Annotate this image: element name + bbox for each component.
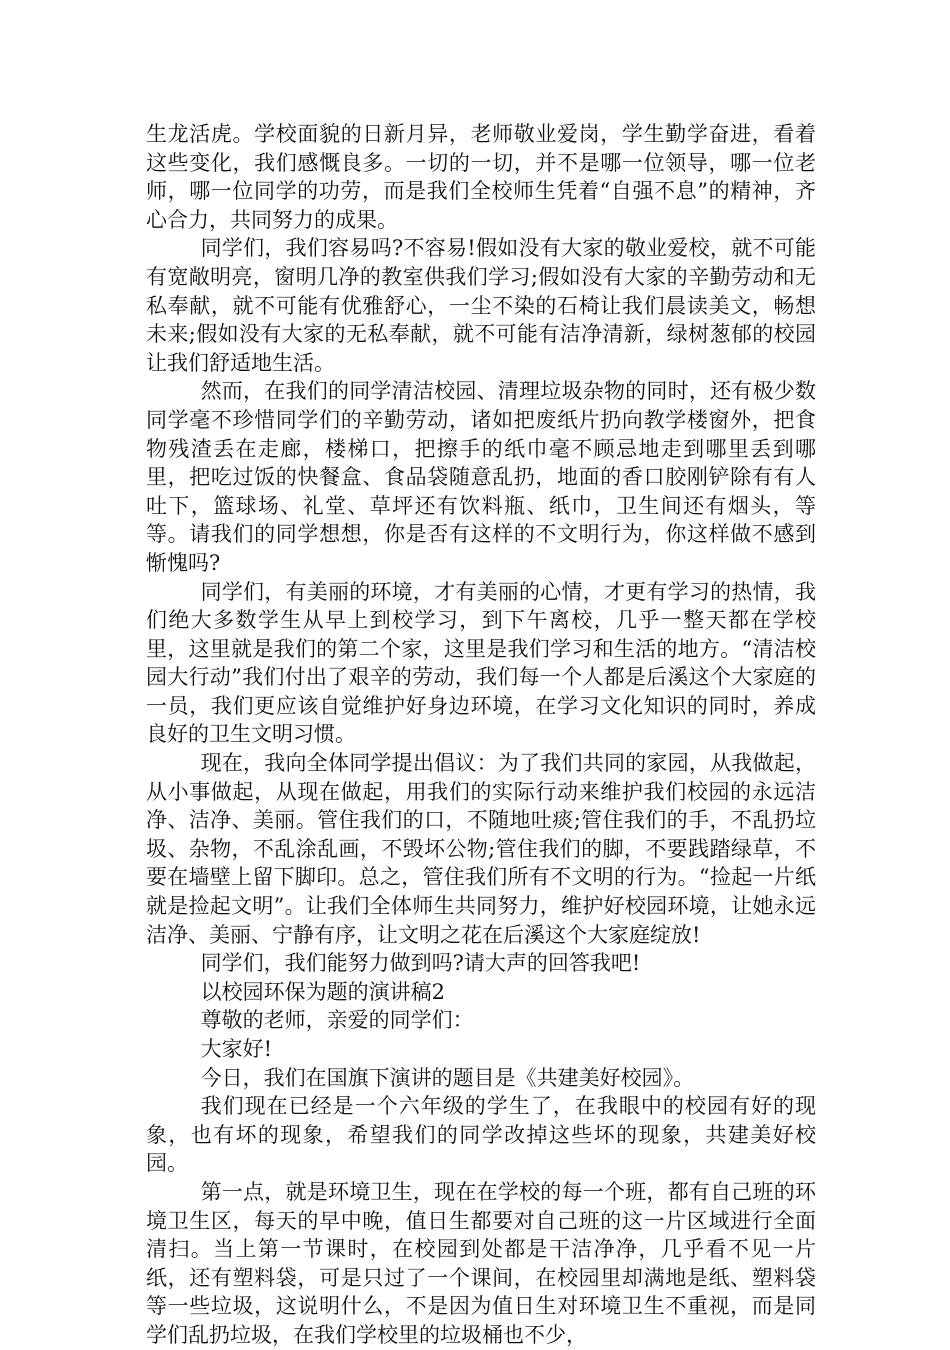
- paragraph-8: 我们现在已经是一个六年级的学生了，在我眼中的校园有好的现象，也有坏的现象，希望我们的同学改掉这些坏的现象，共建美好校园。: [146, 1094, 816, 1176]
- paragraph-7: 今日，我们在国旗下演讲的题目是《共建美好校园》。: [200, 1065, 695, 1090]
- section-title: 以校园环保为题的演讲稿2: [200, 979, 445, 1004]
- paragraph-1: 生龙活虎。学校面貌的日新月异，老师敬业爱岗，学生勤学奋进，看着这些变化，我们感慨良多。一切的一切，并不是哪一位领导，哪一位老师，哪一位同学的功劳，而是我们全校师生凭着“自强不息”的精神，齐心合力，共同努力的成果。: [146, 122, 816, 232]
- document-page: [146, 120, 816, 1350]
- paragraph-3: 然而，在我们的同学清洁校园、清理垃圾杂物的同时，还有极少数同学毫不珍惜同学们的辛勤劳动，诸如把废纸片扔向教学楼窗外，把食物残渣丢在走廊，楼梯口，把擦手的纸巾毫不顾忌地走到哪里丢到哪里，把吃过饭的快餐盒、食品袋随意乱扔，地面的香口胶刚铲除有有人吐下，篮球场、礼堂、草坪还有饮料瓶、纸巾，卫生间还有烟头，等等。请我们的同学想想，你是否有这样的不文明行为，你这样做不感到惭愧吗?: [146, 379, 816, 575]
- greeting: 大家好!: [200, 1037, 273, 1061]
- salutation: 尊敬的老师，亲爱的同学们：: [200, 1008, 474, 1033]
- paragraph-4: 同学们，有美丽的环境，才有美丽的心情，才更有学习的热情，我们绝大多数学生从早上到校学习，到下午离校，几乎一整天都在学校里，这里就是我们的第二个家，这里是我们学习和生活的地方。“清洁校园大行动”我们付出了艰辛的劳动，我们每一个人都是后溪这个大家庭的一员，我们更应该自觉维护好身边环境，在学习文化知识的同时，养成良好的卫生文明习惯。: [146, 579, 816, 747]
- paragraph-6: 同学们，我们能努力做到吗?请大声的回答我吧!: [200, 951, 641, 976]
- paragraph-2: 同学们，我们容易吗?不容易!假如没有大家的敬业爱校，就不可能有宽敞明亮，窗明几净的教室供我们学习;假如没有大家的辛勤劳动和无私奉献，就不可能有优雅舒心，一尘不染的石椅让我们晨读美文，畅想未来;假如没有大家的无私奉献，就不可能有洁净清新，绿树葱郁的校园让我们舒适地生活。: [146, 236, 816, 375]
- paragraph-9: 第一点，就是环境卫生，现在在学校的每一个班，都有自己班的环境卫生区，每天的早中晚，值日生都要对自己班的这一片区域进行全面清扫。当上第一节课时，在校园到处都是干洁净净，几乎看不见一片纸，还有塑料袋，可是只过了一个课间，在校园里却满地是纸、塑料袋等一些垃圾，这说明什么，不是因为值日生对环境卫生不重视，而是同学们乱扔垃圾，在我们学校里的垃圾桶也不少，: [146, 1179, 816, 1347]
- paragraph-5: 现在，我向全体同学提出倡议：为了我们共同的家园，从我做起，从小事做起，从现在做起，用我们的实际行动来维护我们校园的永远洁净、洁净、美丽。管住我们的口，不随地吐痰;管住我们的手，不乱扔垃圾、杂物，不乱涂乱画，不毁坏公物;管住我们的脚，不要践踏绿草，不要在墙壁上留下脚印。总之，管住我们所有不文明的行为。“捡起一片纸就是捡起文明”。让我们全体师生共同努力，维护好校园环境，让她永远洁净、美丽、宁静有序，让文明之花在后溪这个大家庭绽放!: [146, 751, 816, 947]
